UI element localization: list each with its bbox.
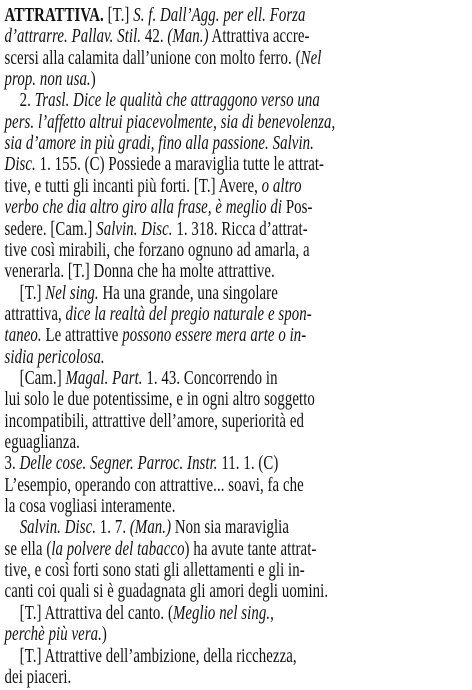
text-run: se ella ( — [4, 538, 52, 560]
text-run: Le attrattive — [41, 325, 123, 347]
text-run: L’esempio, operando con attrattive... soavi, fa che — [4, 474, 304, 496]
text-run: la cosa vogliasi interamente. — [4, 496, 176, 518]
text-run: 42. — [141, 26, 168, 48]
italic-text: Magal. Part. — [65, 367, 143, 389]
italic-text: Nel sing. — [45, 282, 99, 304]
text-run: [T.] Attrattive dell’ambizione, della ricchezza, — [4, 645, 297, 667]
italic-text: Meglio nel sing., — [172, 602, 274, 624]
text-run: tive così mirabili, che forzano ognuno ad amarla, a — [4, 239, 310, 261]
text-run: dei piaceri. — [4, 666, 72, 688]
text-run: tive, e così forti sono stati gli allettamenti e gli in- — [4, 560, 305, 582]
text-run: attrattiva, — [4, 303, 66, 325]
italic-text: perchè più vera. — [4, 624, 102, 646]
italic-text: (Man.) — [129, 517, 172, 539]
text-run: venerarla. [T.] Donna che ha molte attrattive. — [4, 261, 275, 283]
text-run: Attrattiva accre- — [208, 26, 310, 48]
italic-text: Delle cose. Segner. Parroc. Instr. — [19, 453, 218, 475]
text-run: eguaglianza. — [4, 432, 80, 453]
italic-text: (Man.) — [167, 26, 209, 48]
italic-text: d’attrarre. Pallav. Stil. — [4, 26, 142, 48]
text-run: [T.] — [4, 282, 46, 304]
italic-text: Salvin. Disc. — [19, 517, 97, 539]
text-run: scersi alla calamita dall’unione con molto ferro. ( — [4, 47, 301, 69]
text-run: [T.] Attrattiva del canto. ( — [4, 602, 173, 624]
text-run: 3. — [4, 453, 20, 475]
text-run: 1. 318. Ricca d’attrat- — [172, 218, 308, 240]
text-run: ) ha avute tante attrat- — [184, 538, 317, 560]
italic-text: prop. non usa. — [4, 69, 91, 91]
text-run: lui solo le due potentissime, e in ogni altro soggetto — [4, 389, 315, 411]
text-run — [5, 517, 20, 538]
entry-line — [5, 666, 72, 690]
italic-text: Salvin. Disc. — [96, 218, 173, 240]
text-run: ) — [101, 624, 107, 646]
text-run: 1. 7. — [96, 517, 130, 539]
italic-text: Disc. — [4, 154, 36, 176]
text-run: tive, e tutti gli incanti più forti. [T.] Avere, — [4, 175, 262, 197]
text-run: sedere. [Cam.] — [4, 218, 97, 240]
italic-text: Nel — [300, 47, 322, 69]
text-run: Non sia maraviglia — [171, 517, 290, 539]
text-run: Ha una grande, una singolare — [98, 282, 278, 304]
italic-text: taneo. — [4, 325, 42, 347]
text-run: 2. — [4, 90, 35, 112]
italic-text: sia d’amore in più gradi, fino alla passione. Salvin. — [4, 133, 314, 155]
italic-text: o altro — [261, 175, 302, 197]
italic-text: S. f. Dall’Agg. per ell. Forza — [133, 5, 306, 26]
italic-text: dice la realtà del pregio naturale e spon- — [65, 303, 312, 325]
italic-text: sidia pericolosa. — [4, 346, 105, 368]
headword: ATTRATTIVA. — [4, 5, 104, 26]
text-run: 1. 155. (C) Possiede a maraviglia tutte le attrat- — [35, 154, 325, 176]
italic-text: la polvere del tabacco — [51, 538, 185, 560]
italic-text: Trasl. Dice le qualità che attraggono verso una — [34, 90, 320, 112]
text-run: 1. 43. Concorrendo in — [142, 367, 278, 389]
text-run: [Cam.] — [4, 367, 66, 389]
text-run: 11. 1. (C) — [217, 453, 279, 475]
text-run: incompatibili, attrattive dell’amore, superiorità ed — [4, 410, 304, 432]
italic-text: verbo che dia altro giro alla frase, è meglio di — [4, 197, 283, 219]
italic-text: possono essere mera arte o in- — [122, 325, 307, 347]
text-run: Pos- — [282, 197, 313, 219]
text-run: canti coi quali si è guadagnata gli amori degli uomini. — [4, 581, 329, 603]
text-run: [T.] — [103, 5, 134, 26]
text-run: ) — [90, 69, 96, 91]
italic-text: pers. l’affetto altrui piacevolmente, sia di benevolenza, — [4, 111, 336, 133]
